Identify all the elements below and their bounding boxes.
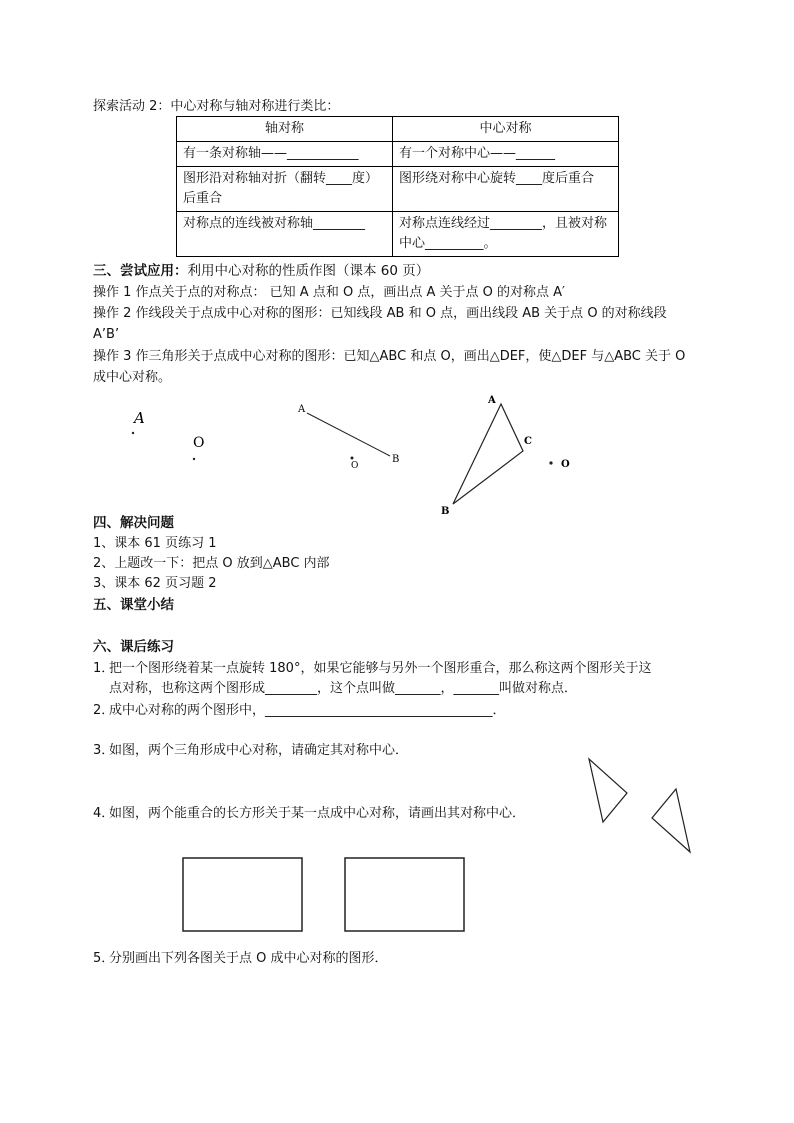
section4-item-1: 1、课本 61 页练习 1 — [93, 536, 217, 551]
operation-1-text: 操作 1 作点关于点的对称点： 已知 A 点和 O 点，画出点 A 关于点 O 的对称点 A′ — [93, 285, 565, 300]
figure-point-a-and-o — [132, 409, 205, 460]
table-header-central: 中心对称 — [393, 117, 619, 142]
table-cell: 有一个对称中心——______ — [393, 142, 619, 167]
table-header-axial: 轴对称 — [177, 117, 393, 142]
section6-heading: 六、课后练习 — [93, 639, 174, 655]
exercise-1-line-2: 点对称，也称这两个图形成________，这个点叫做_______，_______叫做对称点． — [109, 681, 578, 696]
section4-item-3: 3、课本 62 页习题 2 — [93, 576, 217, 591]
q3-triangle-2 — [652, 789, 690, 852]
fig3-label-b: B — [441, 506, 450, 517]
operation-2-text: 操作 2 作线段关于点成中心对称的图形：已知线段 AB 和 O 点，画出线段 AB 关于点 O 的对称线段 — [93, 306, 667, 321]
exercise-3 — [93, 741, 408, 761]
q4-rectangle-1 — [183, 858, 302, 931]
table-cell: 图形沿对称轴对折（翻转____度）后重合 — [177, 167, 393, 212]
fig2-label-b: B — [392, 454, 400, 465]
fig3-label-a: A — [488, 395, 496, 406]
q4-rectangle-2 — [345, 858, 464, 931]
fig3-label-o: O — [561, 459, 570, 470]
figure-triangle-abc — [441, 395, 570, 517]
fig2-segment-ab — [307, 413, 390, 456]
operation-2-text-cont: A’B’ — [93, 327, 120, 342]
operation-3-text-cont: 成中心对称。 — [93, 370, 172, 385]
exercise-2-number: 2． — [93, 703, 115, 718]
fig3-label-c: C — [524, 436, 532, 447]
figure-two-triangles — [589, 759, 690, 852]
table-cell: 有一条对称轴——___________ — [177, 142, 393, 167]
fig2-label-a: A — [298, 404, 306, 415]
section4-item-2: 2、上题改一下：把点 O 放到△ABC 内部 — [93, 556, 330, 571]
exercise-5 — [93, 949, 388, 969]
operation-3-text: 操作 3 作三角形关于点成中心对称的图形：已知△ABC 和点 O，画出△DEF，使△DEF 与△ABC 关于 O — [93, 349, 686, 364]
q3-triangle-1 — [589, 759, 627, 822]
fig3-triangle — [453, 404, 523, 504]
exercise-4-number: 4． — [93, 806, 115, 821]
fig1-point-o — [193, 458, 195, 460]
section4-heading: 四、解决问题 — [93, 515, 174, 531]
fig3-point-o — [549, 461, 552, 464]
fig2-point-o — [351, 457, 354, 460]
fig1-point-a — [132, 432, 134, 434]
table-cell: 图形绕对称中心旋转____度后重合 — [393, 167, 619, 212]
fig1-label-a: A — [134, 409, 145, 427]
exercise-2 — [93, 701, 506, 721]
exercise-3-number: 3． — [93, 743, 115, 758]
exercise-4 — [93, 804, 525, 824]
exercise-4-text: 如图，两个能重合的长方形关于某一点成中心对称，请画出其对称中心． — [109, 806, 526, 821]
table-cell: 对称点连线经过________，且被对称中心_________。 — [393, 212, 619, 257]
fig2-label-o: O — [351, 461, 359, 471]
exercise-3-text: 如图，两个三角形成中心对称，请确定其对称中心． — [109, 743, 409, 758]
exercise-5-text: 分别画出下列各图关于点 O 成中心对称的图形． — [109, 951, 388, 966]
figure-segment-ab — [297, 404, 399, 471]
figure-two-rectangles — [183, 858, 464, 931]
exercise-5-number: 5． — [93, 951, 115, 966]
activity2-title: 探索活动 2：中心对称与轴对称进行类比： — [93, 99, 340, 114]
fig1-label-o: O — [193, 435, 205, 451]
section5-heading: 五、课堂小结 — [93, 597, 174, 613]
table-cell: 对称点的连线被对称轴________ — [177, 212, 393, 257]
section3-heading-rest: 利用中心对称的性质作图（课本 60 页） — [187, 263, 430, 279]
section3-heading: 三、尝试应用： — [93, 263, 188, 279]
exercise-1-line-1: 把一个图形绕着某一点旋转 180°，如果它能够与另外一个图形重合，那么称这两个图形关于这 — [109, 661, 652, 676]
exercise-2-text: 成中心对称的两个图形中，___________________________________． — [109, 703, 506, 718]
exercise-1-number: 1． — [93, 661, 115, 676]
exercise-1 — [93, 659, 651, 679]
